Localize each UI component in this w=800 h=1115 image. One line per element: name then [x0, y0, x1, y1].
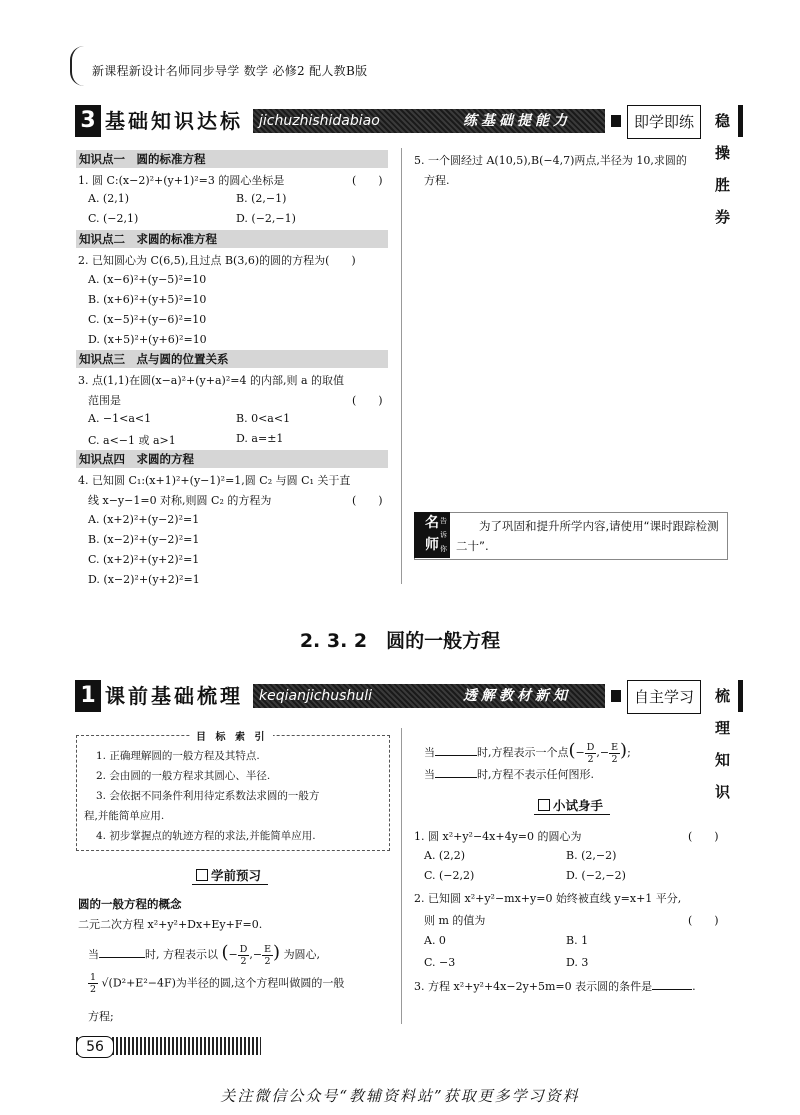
option-d: D. (x−2)²+(y+2)²=1 — [88, 573, 200, 586]
column-divider — [401, 728, 402, 1024]
banner-slogan: 练基础提能力 — [463, 113, 571, 129]
option-c: C. (x+2)²+(y+2)²=1 — [88, 553, 200, 566]
preview-heading — [196, 866, 261, 884]
banner-number: 3 — [75, 105, 101, 137]
question-4: 4. 已知圆 C₁:(x+1)²+(y−1)²=1,圆 C₂ 与圆 C₁ 关于直 — [78, 474, 351, 487]
objective-item: 程,并能简单应用. — [84, 810, 165, 822]
banner-title: 基础知识达标 — [105, 109, 243, 133]
option-a: A. (x−6)²+(y−5)²=10 — [88, 273, 207, 286]
option-a: A. 0 — [424, 934, 446, 947]
radius-text: √(D²+E²−4F)为半径的圆,这个方程叫做圆的一般 — [101, 976, 345, 990]
answer-paren: ( ) — [352, 174, 383, 187]
option-c: C. (−2,1) — [88, 212, 139, 225]
fraction: $\frac{D}{2}$ — [239, 943, 248, 967]
quiz-title: 小试身手 — [553, 798, 604, 813]
answer-paren: ( ) — [352, 494, 383, 507]
option-c: C. (x−5)²+(y−6)²=10 — [88, 313, 207, 326]
banner-tag: 即学即练 — [627, 105, 701, 139]
question-3-cont: 范围是 — [88, 394, 121, 407]
preview-title: 学前预习 — [211, 868, 262, 883]
banner-title: 课前基础梳理 — [105, 684, 243, 708]
heading-underline — [192, 884, 268, 885]
answer-paren: ( ) — [352, 394, 383, 407]
objectives-heading: 目 标 索 引 — [190, 728, 273, 743]
teacher-note-text: 为了巩固和提升所学内容,请使用“课时跟踪检测二十”. — [456, 519, 719, 553]
option-d: D. a=±1 — [236, 432, 284, 445]
objective-item: 1. 正确理解圆的一般方程及其特点. — [96, 750, 260, 762]
fraction: $\frac{E}{2}$ — [264, 943, 272, 967]
fraction: $\frac{D}{2}$ — [586, 741, 595, 765]
quiz-question-3: 3. 方程 x²+y²+4x−2y+5m=0 表示圆的条件是 . — [414, 980, 696, 993]
knowledge-point-header: 知识点四 求圆的方程 — [76, 450, 388, 468]
fraction: $\frac{E}{2}$ — [611, 741, 619, 765]
banner-square-icon — [611, 690, 621, 702]
option-a: A. (2,1) — [88, 192, 130, 205]
page-number: 56 — [76, 1036, 114, 1058]
quiz-question-1: 1. 圆 x²+y²−4x+4y=0 的圆心为 — [414, 830, 582, 843]
option-b: B. (x−2)²+(y−2)²=1 — [88, 533, 200, 546]
section-title: 2. 3. 2 圆的一般方程 — [299, 630, 501, 652]
objective-item: 2. 会由圆的一般方程求其圆心、半径. — [96, 770, 271, 782]
condition-line: 当 时, 方程表示以 (− $\frac{D}{2}$ ,− $\frac{E}{2}$ ) 为圆心, — [88, 942, 321, 967]
when-text: 当 — [424, 746, 435, 759]
option-c: C. −3 — [424, 956, 456, 969]
badge-char: 名 — [425, 515, 439, 531]
answer-blank[interactable] — [652, 989, 692, 990]
banner-tag: 自主学习 — [627, 680, 701, 714]
question-text: 3. 方程 x²+y²+4x−2y+5m=0 表示圆的条件是 — [414, 980, 653, 993]
radius-line — [88, 972, 344, 995]
option-c: C. (−2,2) — [424, 869, 475, 882]
condition-point: 当 时,方程表示一个点(− $\frac{D}{2}$ ,− $\frac{E}{2}$ ); — [424, 740, 631, 765]
concept-title: 圆的一般方程的概念 — [78, 897, 182, 911]
option-a: A. (2,2) — [424, 849, 466, 862]
answer-paren: ( ) — [688, 830, 719, 843]
question-2: 2. 已知圆心为 C(6,5),且过点 B(3,6)的圆的方程为( ) — [78, 254, 356, 267]
when-text: 时, 方程表示以 — [145, 948, 218, 961]
banner-pinyin: keqianjichushuli — [253, 684, 605, 708]
general-equation: 二元二次方程 x²+y²+Dx+Ey+F=0. — [78, 918, 263, 931]
answer-blank[interactable] — [435, 777, 477, 778]
question-1: 1. 圆 C:(x−2)²+(y+1)²=3 的圆心坐标是 — [78, 174, 285, 187]
option-b: B. (x+6)²+(y+5)²=10 — [88, 293, 207, 306]
question-5-cont: 方程. — [424, 174, 450, 187]
quiz-heading — [538, 796, 603, 814]
objective-item: 3. 会依据不同条件利用待定系数法求圆的一般方 — [96, 790, 320, 802]
banner-number: 1 — [75, 680, 101, 712]
option-d: D. (−2,−2) — [566, 869, 626, 882]
when-text: 时,方程表示一个点 — [477, 746, 569, 759]
when-text: 当 — [88, 948, 99, 961]
option-d: D. 3 — [566, 956, 589, 969]
quiz-question-2: 2. 已知圆 x²+y²−mx+y=0 始终被直线 y=x+1 平分, — [414, 892, 682, 905]
knowledge-point-header: 知识点三 点与圆的位置关系 — [76, 350, 388, 368]
knowledge-point-header: 知识点二 求圆的标准方程 — [76, 230, 388, 248]
condition-none — [424, 766, 594, 782]
option-b: B. 1 — [566, 934, 589, 947]
banner-slogan: 透解教材新知 — [463, 688, 571, 704]
option-d: D. (x+5)²+(y+6)²=10 — [88, 333, 207, 346]
answer-blank[interactable] — [435, 755, 477, 756]
when-text: 时,方程不表示任何图形. — [477, 768, 594, 781]
footer-watermark: 关注微信公众号“教辅资料站”获取更多学习资料 — [220, 1087, 580, 1105]
option-b: B. 0<a<1 — [236, 412, 291, 425]
question-5: 5. 一个圆经过 A(10,5),B(−4,7)两点,半径为 10,求圆的 — [414, 154, 687, 167]
banner-tag-bold: 梳理知识 — [707, 680, 743, 712]
option-a: A. (x+2)²+(y−2)²=1 — [88, 513, 200, 526]
when-text: 当 — [424, 768, 435, 781]
teacher-badge-small: 告诉你 — [440, 517, 447, 553]
heading-underline — [534, 814, 610, 815]
header-bracket — [70, 46, 86, 86]
option-d: D. (−2,−1) — [236, 212, 296, 225]
equation-end: 方程; — [88, 1010, 114, 1023]
option-a: A. −1<a<1 — [88, 412, 152, 425]
heading-marker-icon — [538, 799, 550, 811]
badge-char: 师 — [425, 537, 439, 553]
fraction-half: $\frac{1}{2}$ — [90, 972, 97, 995]
when-text: 为圆心, — [283, 948, 321, 961]
question-4-cont: 线 x−y−1=0 对称,则圆 C₂ 的方程为 — [88, 494, 272, 507]
running-header: 新课程新设计名师同步导学 数学 必修2 配人教B版 — [92, 64, 368, 78]
objective-item: 4. 初步掌握点的轨迹方程的求法,并能简单应用. — [96, 830, 316, 842]
banner-tag-bold: 稳操胜券 — [707, 105, 743, 137]
option-c: C. a<−1 或 a>1 — [88, 434, 176, 447]
heading-marker-icon — [196, 869, 208, 881]
answer-paren: ( ) — [688, 914, 719, 927]
column-divider — [401, 148, 402, 584]
answer-blank[interactable] — [99, 957, 145, 958]
option-b: B. (2,−2) — [566, 849, 617, 862]
banner-pinyin: jichuzhishidabiao — [253, 109, 605, 133]
knowledge-point-header: 知识点一 圆的标准方程 — [76, 150, 388, 168]
quiz-question-2-cont: 则 m 的值为 — [424, 914, 486, 927]
banner-square-icon — [611, 115, 621, 127]
option-b: B. (2,−1) — [236, 192, 287, 205]
question-3: 3. 点(1,1)在圆(x−a)²+(y+a)²=4 的内部,则 a 的取值 — [78, 374, 344, 387]
